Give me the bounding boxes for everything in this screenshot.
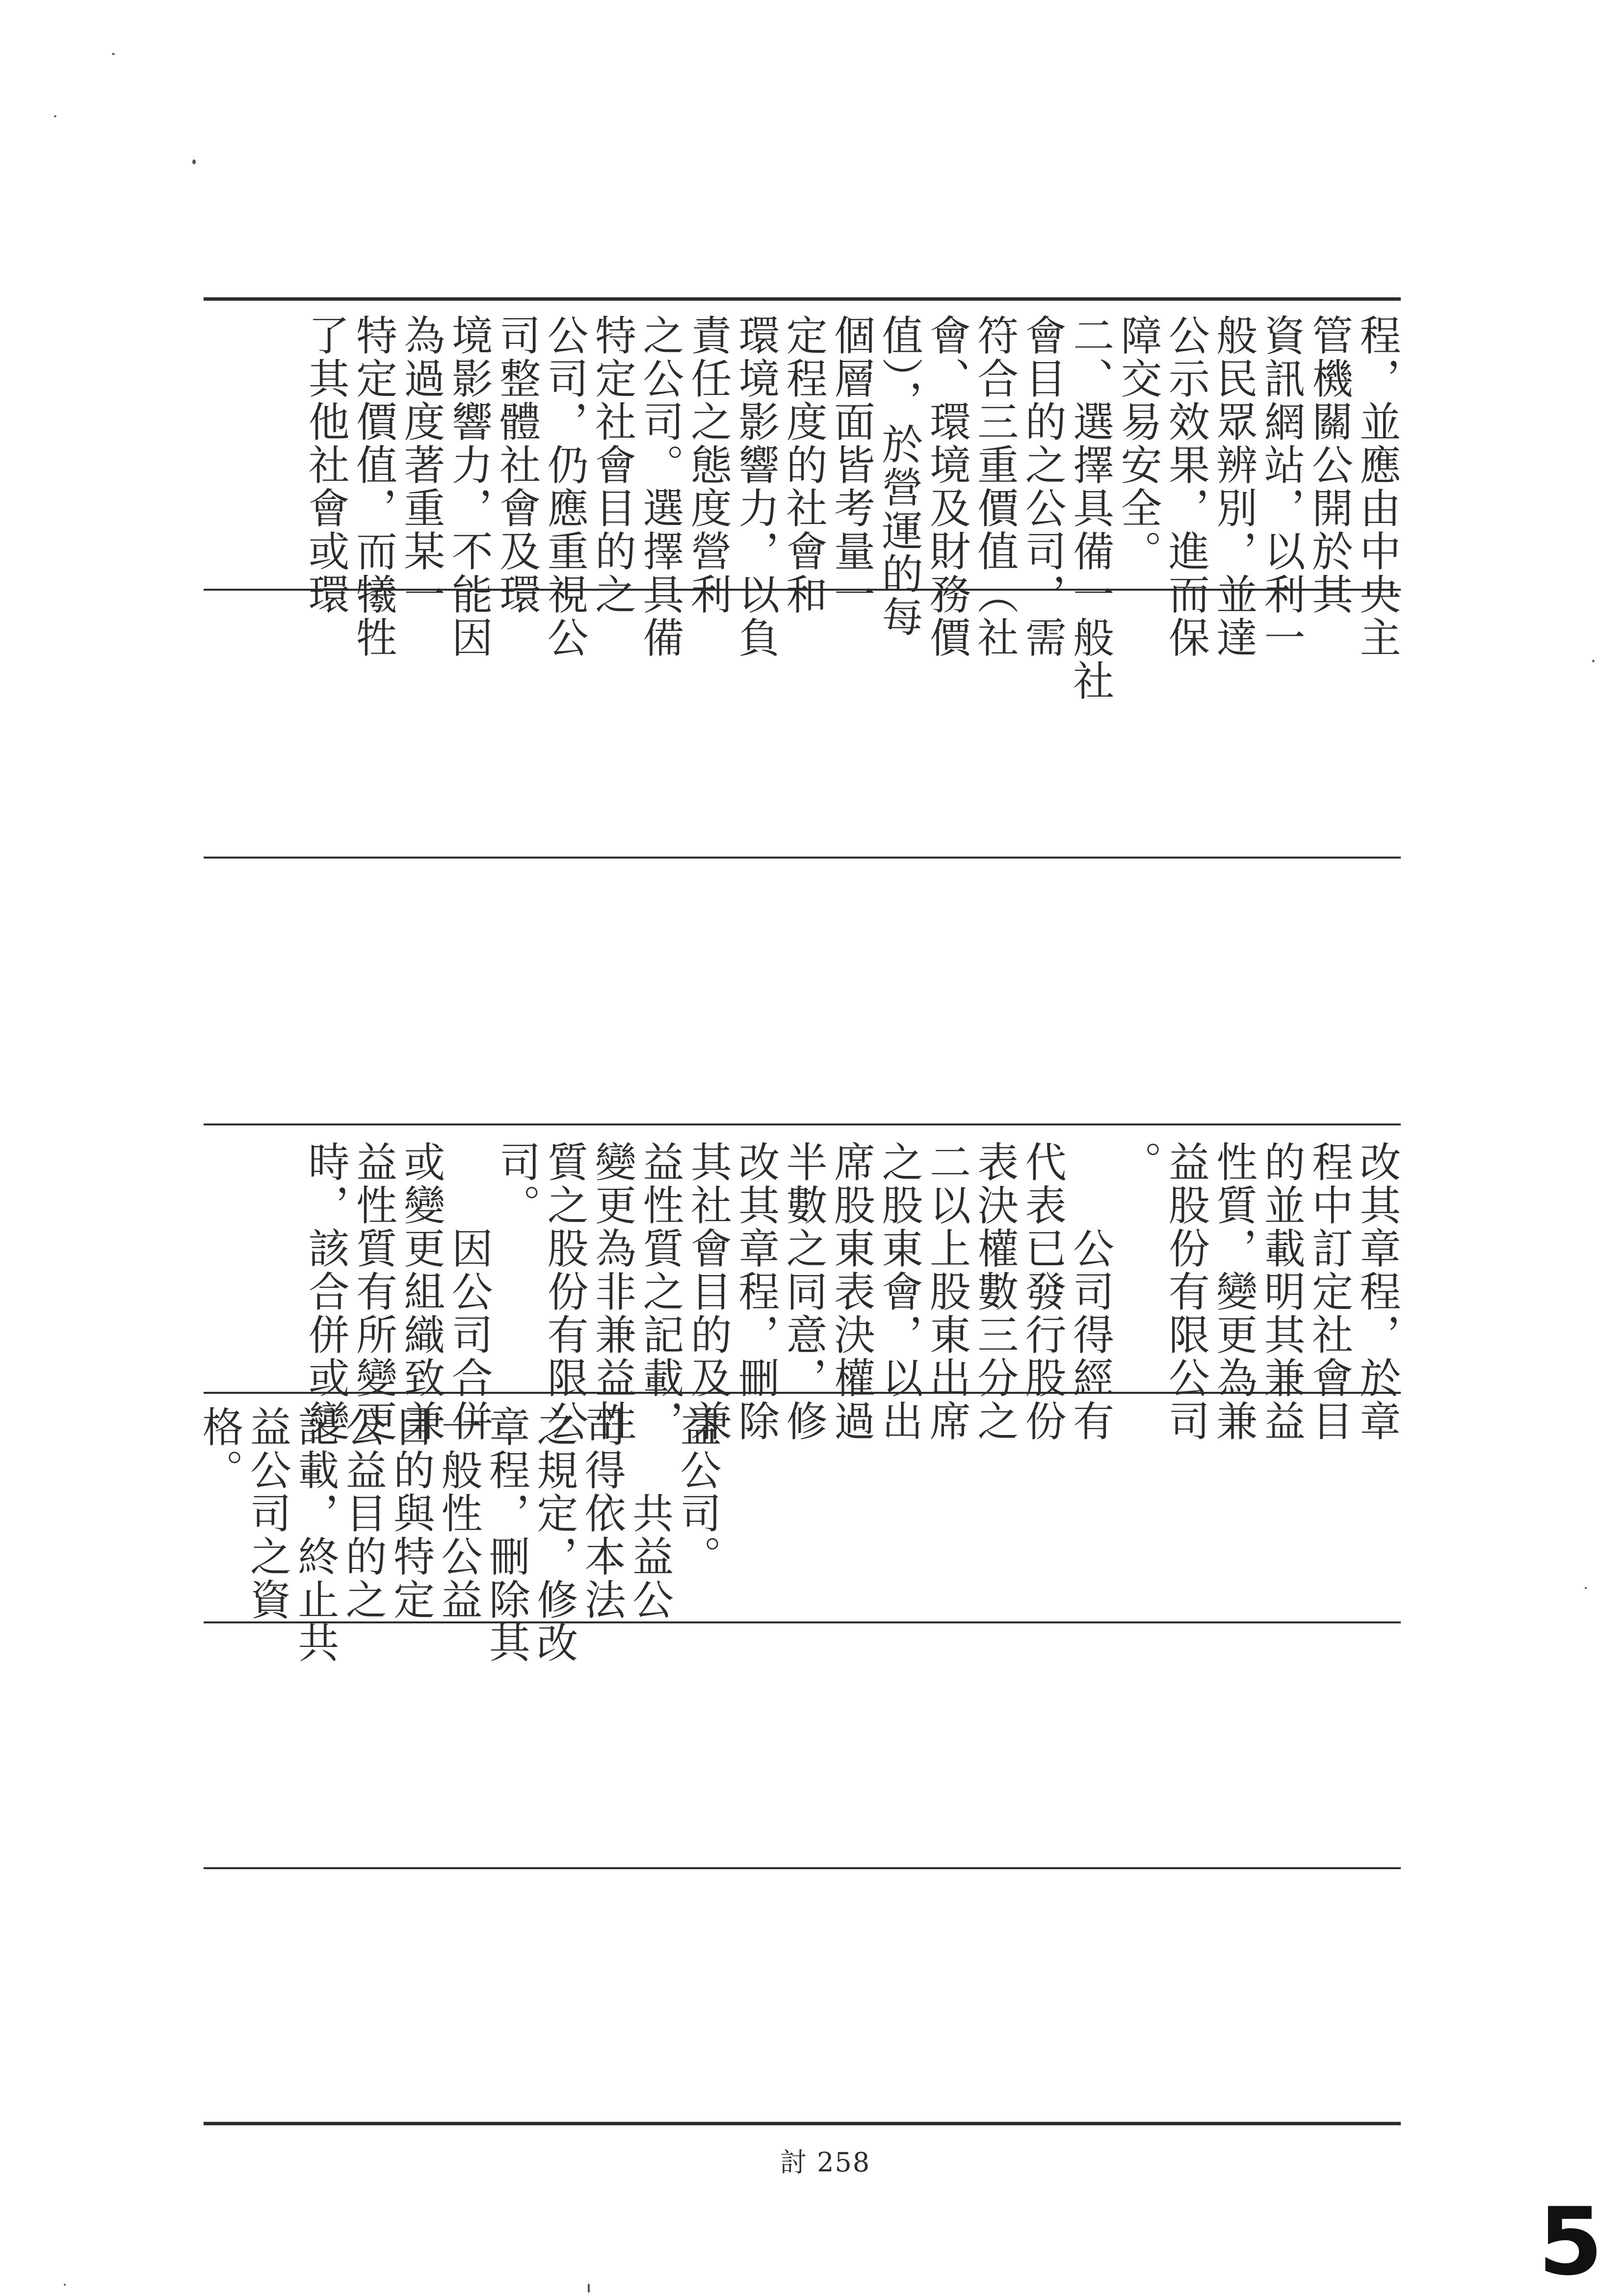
text-block-lower: 益公司。 共益公 司得依本法 之規定，修改 章程，刪除其 一般性公益 目的與特定 公益目的之 記載，終止共 益公司之資 格。 <box>195 1406 722 1665</box>
scan-speck <box>1585 1587 1587 1589</box>
scan-speck <box>588 2284 590 2293</box>
page-footer-label: 討 258 <box>780 2147 871 2178</box>
section-rule-2 <box>204 857 1401 859</box>
scan-speck <box>112 53 115 55</box>
section-rule-6 <box>204 1867 1401 1869</box>
scan-speck <box>64 2284 66 2286</box>
scan-speck <box>1592 660 1595 662</box>
text-block-middle: 改其章程，於章 程中訂定社會目 的並載明其兼益 性質，變更為兼 益股份有限公司 。 公司得經有 代表已發行股份 表決權數三分之 二以上股東出席 之股東會，以出 席股東表決權過 半數之同意，修 改其章程，刪除 其社會目的及兼 益性質之記載， 變更為非兼益性 質之股份有限公 司。 因公司合併 或變更組織致兼 益性質有所變更 時，該合併或變 <box>302 1141 1401 1443</box>
section-rule-3 <box>204 1123 1401 1125</box>
scan-speck <box>54 115 56 117</box>
text-block-top: 程，並應由中央主 管機關公開於其 資訊網站，以利一 般民眾辨別，並達 公示效果，進而保 障交易安全。 二、選擇具備一般社 會目的之公司，需 符合三重價值（社 會、環境及財務價 值），於營運的每 個層面皆考量一 定程度的社會和 環境影響力，以負 責任之態度營利 之公司。選擇具備 特定社會目的之 公司，仍應重視公 司整體社會及環 境影響力，不能因 為過度著重某一 特定價值，而犧牲 了其他社會或環 <box>302 314 1401 703</box>
bottom-rule <box>204 2122 1401 2125</box>
scan-speck <box>192 159 196 164</box>
handwritten-page-number: 5 <box>1538 2188 1603 2296</box>
top-rule <box>204 297 1401 301</box>
